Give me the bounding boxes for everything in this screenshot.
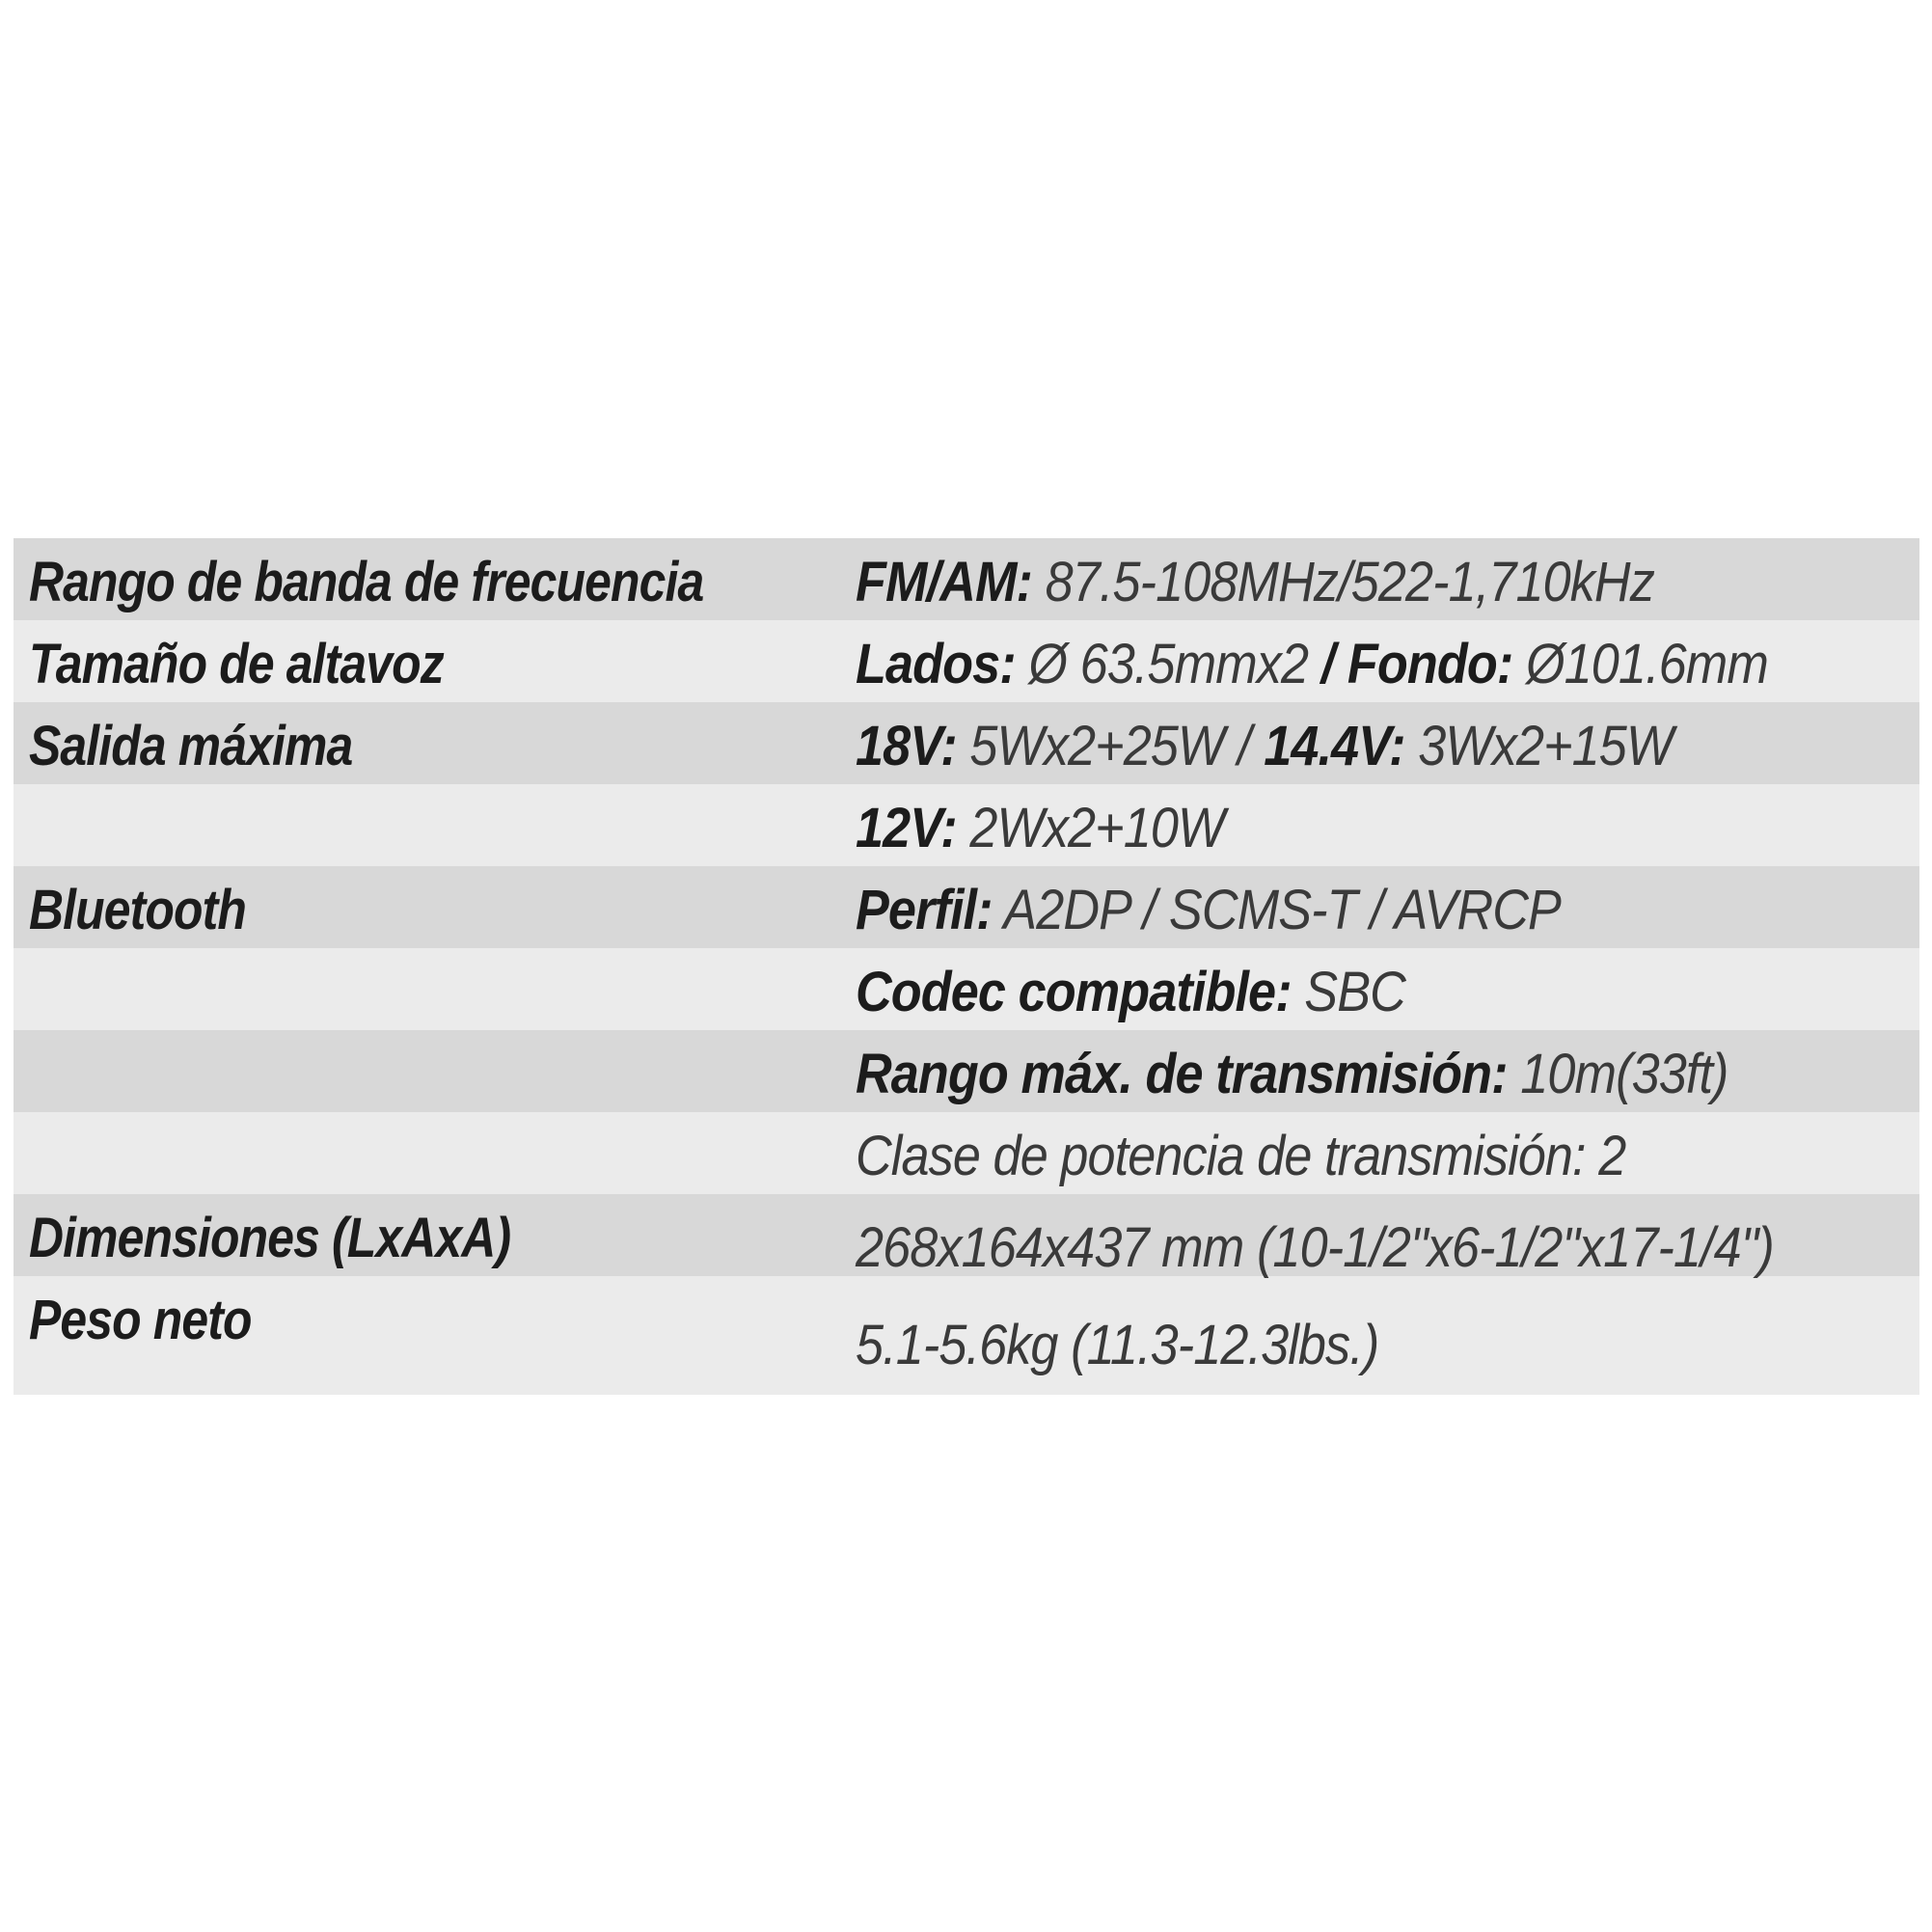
spec-row-max-output [14, 702, 1919, 784]
spec-value-text: 87.5-108MHz/522-1,710kHz [1032, 551, 1654, 613]
spec-label: Rango de banda de frecuencia [29, 551, 704, 613]
spec-value-key: / Fondo: [1320, 633, 1513, 695]
spec-row-weight [14, 1276, 1919, 1376]
spec-value [856, 1124, 1625, 1188]
spec-value-key: 18V: [856, 715, 957, 777]
spec-row-codec [14, 948, 1919, 1030]
spec-value-text: Ø101.6mm [1512, 633, 1768, 695]
spec-label: Peso neto [29, 1289, 252, 1351]
spec-label: Dimensiones (LxAxA) [29, 1207, 511, 1269]
spec-value [856, 1042, 1728, 1106]
spec-value [856, 1215, 1774, 1280]
spec-row-dimensions [14, 1194, 1919, 1279]
spec-value-text: 268x164x437 mm (10-1/2"x6-1/2"x17-1/4") [856, 1216, 1774, 1279]
spec-row-speaker-size [14, 620, 1919, 702]
spec-value-text: A2DP / SCMS-T / AVRCP [992, 879, 1561, 941]
spec-row-max-output-12v [14, 784, 1919, 866]
spec-value-key: 14.4V: [1264, 715, 1405, 777]
spec-row-range [14, 1030, 1919, 1112]
spec-value-text: SBC [1291, 961, 1405, 1023]
spec-value [856, 550, 1654, 614]
spec-value-key: FM/AM: [856, 551, 1033, 613]
spec-value-text: Clase de potencia de transmisión: 2 [856, 1125, 1626, 1187]
spec-value [856, 796, 1224, 860]
spec-value-key: Rango máx. de transmisión: [856, 1043, 1508, 1105]
spec-label: Tamaño de altavoz [29, 633, 444, 695]
spec-row-frequency [14, 538, 1919, 620]
spec-value-key: 12V: [856, 797, 957, 859]
spec-label: Bluetooth [29, 879, 246, 941]
spec-value-key: Lados: [856, 633, 1016, 695]
spec-label: Salida máxima [29, 715, 353, 777]
spec-value-key: Codec compatible: [856, 961, 1292, 1023]
spec-row-bluetooth [14, 866, 1919, 948]
spec-value-text: 3Wx2+15W [1404, 715, 1673, 777]
spec-value-text: 5.1-5.6kg (11.3-12.3lbs.) [856, 1314, 1379, 1376]
spec-value-text: Ø 63.5mmx2 [1015, 633, 1321, 695]
spec-value-text: 5Wx2+25W / [956, 715, 1265, 777]
spec-value [856, 714, 1673, 778]
spec-value-text: 2Wx2+10W [956, 797, 1225, 859]
spec-value-text: 10m(33ft) [1507, 1043, 1728, 1105]
spec-row-power-class [14, 1112, 1919, 1194]
spec-value-key: Perfil: [856, 879, 993, 941]
spec-value [856, 1313, 1378, 1377]
spec-value [856, 878, 1561, 942]
spec-table [14, 538, 1919, 1395]
spec-value [856, 632, 1768, 696]
spec-value [856, 960, 1405, 1024]
